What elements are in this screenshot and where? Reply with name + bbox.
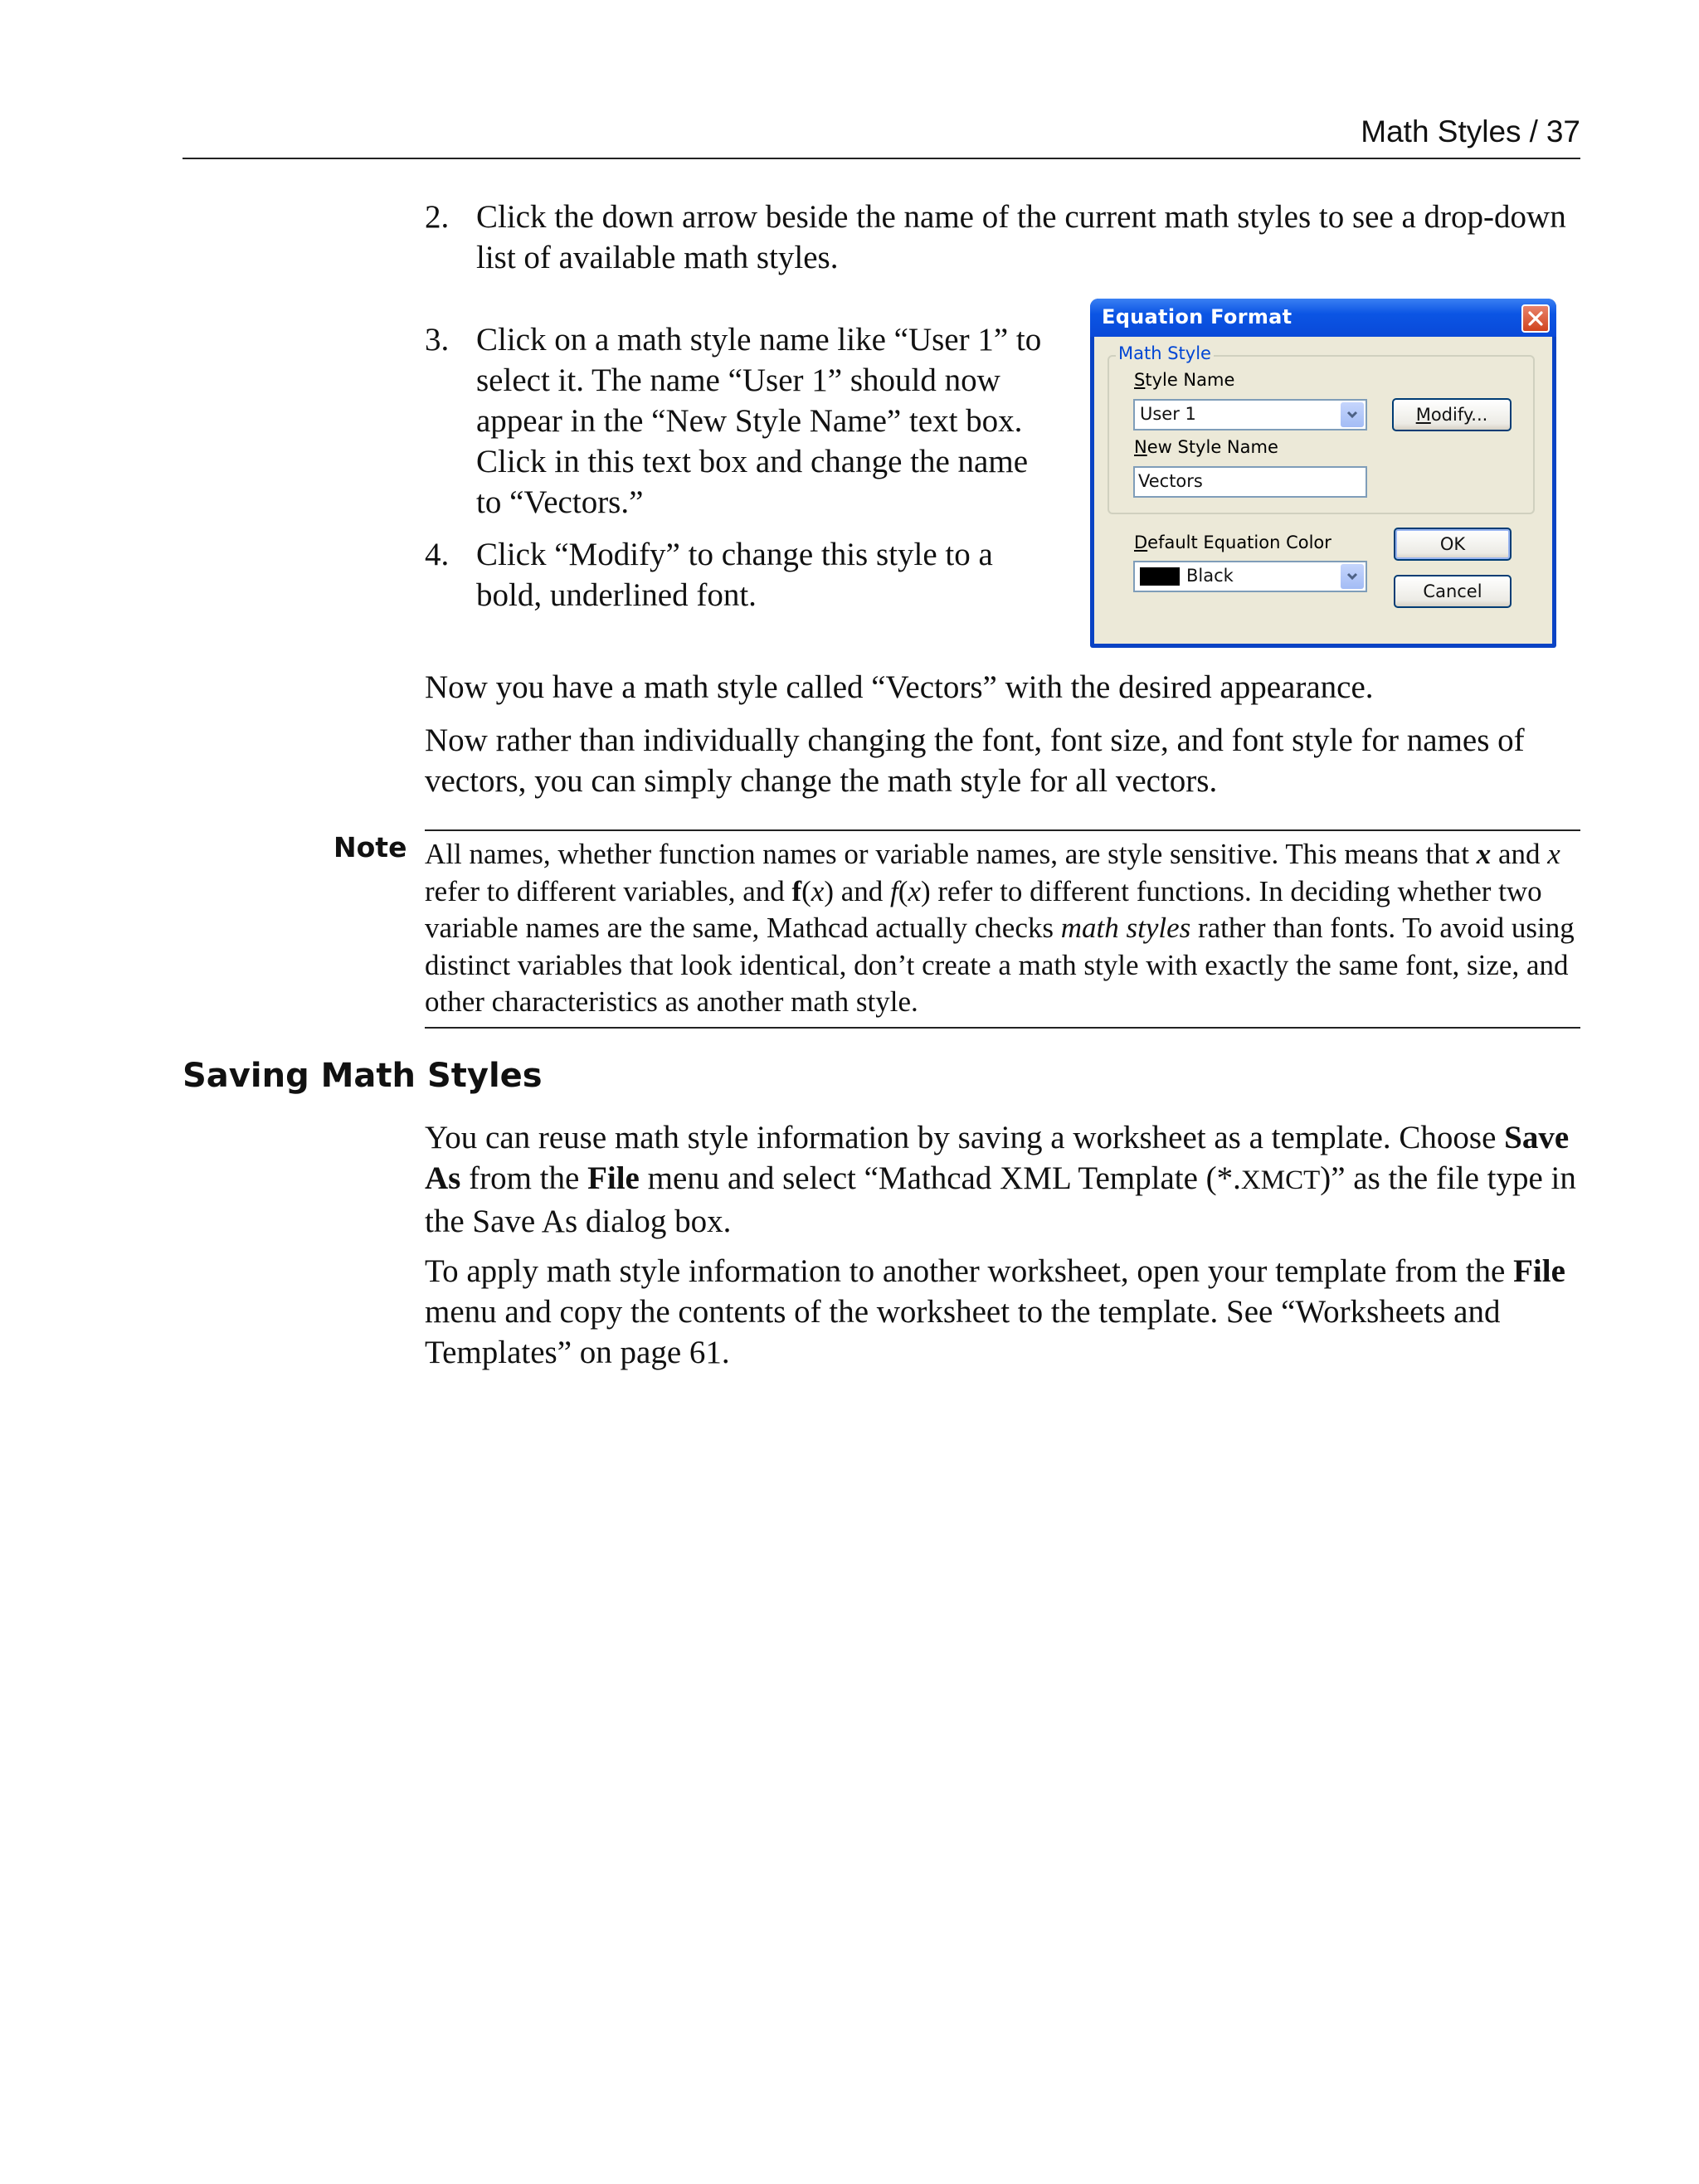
header-separator: / [1529, 114, 1538, 148]
page-number: 37 [1546, 114, 1580, 148]
step-text: Click the down arrow beside the name of the current math styles to see a drop-down list of available math styles. [476, 199, 1566, 275]
chevron-down-icon [1346, 572, 1358, 581]
new-style-name-label: New Style Name [1134, 437, 1278, 457]
chevron-down-icon [1346, 410, 1358, 420]
style-name-dropdown-arrow[interactable] [1341, 402, 1364, 427]
new-style-name-input[interactable] [1133, 466, 1367, 498]
color-value: Black [1186, 566, 1234, 586]
equation-format-dialog [1090, 299, 1556, 648]
step-number: 4. [425, 537, 450, 572]
math-style-group-label: Math Style [1116, 343, 1214, 363]
header-section-title: Math Styles [1361, 114, 1521, 148]
ok-button[interactable]: OK [1394, 528, 1512, 561]
cancel-button[interactable]: Cancel [1394, 575, 1512, 608]
note-label: Note [333, 831, 407, 863]
step-number: 3. [425, 322, 450, 358]
step-number: 2. [425, 199, 450, 235]
new-style-name-value: Vectors [1138, 471, 1203, 491]
step-2 [425, 197, 1582, 278]
default-color-dropdown[interactable] [1133, 561, 1367, 592]
paragraph-apply-template: To apply math style information to another worksheet, open your template from the File menu and copy the contents of the worksheet to the template. See “Worksheets and Templates” on page 61. [425, 1253, 1565, 1370]
step-text: Click “Modify” to change this style to a bold, underlined font. [476, 537, 993, 613]
note-text: All names, whether function names or variable names, are style sensitive. This means that x and x refer to different variables, and f(x) and f(x) refer to different functions. In deciding whether two variable names are the same, Mathcad actually checks math styles rather than fonts. To avoid using distinct variables that look identical, don’t create a math style with exactly the same font, size, and other characteristics as another math style. [425, 829, 1580, 1029]
color-dropdown-arrow[interactable] [1341, 564, 1364, 589]
running-header [183, 111, 1580, 159]
default-equation-color-label: Default Equation Color [1134, 533, 1331, 552]
paragraph-save-template: You can reuse math style information by saving a worksheet as a template. Choose Save As from the File menu and select “Mathcad XML Template (*.XMCT)” as the file type in the Save As dialog box. [425, 1120, 1576, 1239]
dialog-title: Equation Format [1102, 305, 1293, 328]
color-swatch [1140, 567, 1180, 586]
step-3 [425, 319, 1055, 523]
dialog-client-area [1094, 337, 1552, 644]
paragraph-vectors-style: Now you have a math style called “Vectors” with the desired appearance. [425, 669, 1374, 705]
close-button[interactable] [1521, 304, 1550, 333]
section-heading: Saving Math Styles [183, 1057, 543, 1095]
dialog-titlebar[interactable] [1090, 299, 1556, 337]
step-4 [425, 534, 1055, 615]
paragraph-change-math-style: Now rather than individually changing the font, font size, and font style for names of vectors, you can simply change the math style for all vectors. [425, 722, 1525, 799]
style-name-value: User 1 [1140, 404, 1196, 424]
close-icon [1523, 306, 1548, 331]
step-text: Click on a math style name like “User 1” to select it. The name “User 1” should now appear in the “New Style Name” text box. Click in this text box and change the name to “Vectors.” [476, 322, 1042, 520]
modify-button[interactable]: Modify... [1392, 398, 1512, 431]
style-name-label: Style Name [1134, 370, 1235, 390]
style-name-dropdown[interactable] [1133, 399, 1367, 430]
